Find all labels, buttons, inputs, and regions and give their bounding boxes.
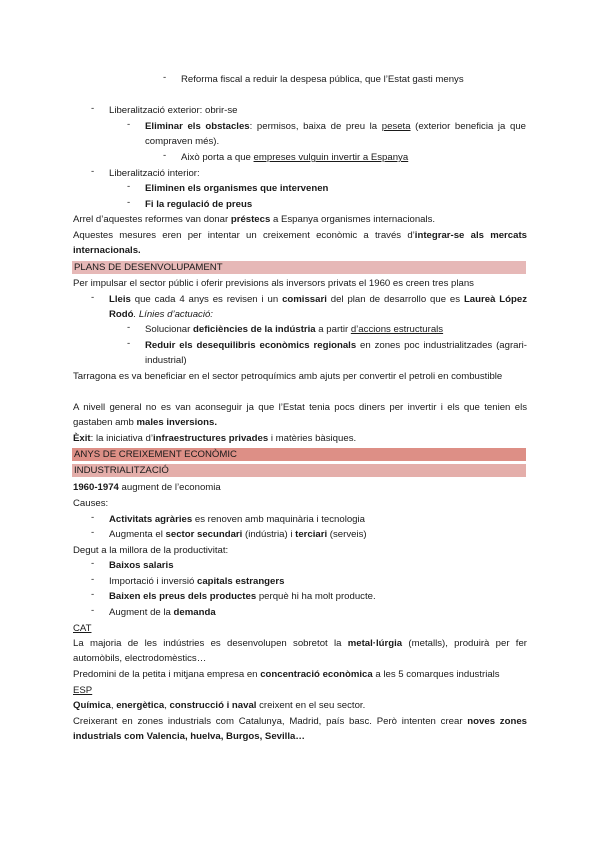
bullet-dash: -	[91, 558, 95, 569]
bullet-dash: -	[163, 72, 167, 83]
bullet-text: Fi la regulació de preus	[145, 199, 253, 210]
paragraph: Per impulsar el sector públic i oferir previsions als inversors privats el 1960 es creen tres plans	[73, 278, 474, 289]
bullet-dash: -	[127, 322, 131, 333]
paragraph: Degut a la millora de la productivitat:	[73, 545, 229, 556]
bullet-text: Això porta a que empreses vulguin invertir a Espanya	[181, 152, 409, 163]
bullet-text: Liberalització exterior: obrir-se	[109, 105, 238, 116]
paragraph: A nivell general no es van aconseguir ja que l’Estat tenia pocs diners per invertir i els que tenien els gastaben amb males inversions.	[73, 402, 527, 428]
section-heading: INDUSTRIALITZACIÓ	[72, 464, 526, 477]
bullet-text: Solucionar deficiències de la indústria a partir d’accions estructurals	[145, 324, 444, 335]
paragraph: Química, energètica, construcció i naval creixent en el seu sector.	[73, 700, 366, 711]
bullet-text: Reduir els desequilibris econòmics regionals en zones poc industrialitzades (agrari-industrial)	[145, 340, 527, 366]
paragraph: Èxit: la iniciativa d’infraestructures privades i matèries bàsiques.	[73, 433, 357, 444]
section-heading: PLANS DE DESENVOLUPAMENT	[72, 261, 526, 274]
bullet-dash: -	[91, 527, 95, 538]
paragraph: Arrel d’aquestes reformes van donar préstecs a Espanya organismes internacionals.	[73, 214, 436, 225]
paragraph: Causes:	[73, 498, 109, 509]
bullet-text: Augment de la demanda	[109, 607, 216, 618]
bullet-text: Importació i inversió capitals estrangers	[109, 576, 285, 587]
bullet-text: Eliminen els organismes que intervenen	[145, 183, 329, 194]
bullet-dash: -	[127, 197, 131, 208]
bullet-dash: -	[163, 150, 167, 161]
bullet-dash: -	[91, 589, 95, 600]
bullet-text: Activitats agràries es renoven amb maquinària i tecnologia	[109, 514, 365, 525]
bullet-dash: -	[91, 574, 95, 585]
bullet-text: Augmenta el sector secundari (indústria) i terciari (serveis)	[109, 529, 367, 540]
paragraph: Creixerant en zones industrials com Catalunya, Madrid, país basc. Però intenten crear noves zones industrials com Valencia, huelva, Burgos, Sevilla…	[73, 716, 527, 742]
bullet-dash: -	[127, 181, 131, 192]
bullet-dash: -	[127, 119, 131, 130]
bullet-text: Baixen els preus dels productes perquè hi ha molt producte.	[109, 591, 376, 602]
paragraph: Aquestes mesures eren per intentar un creixement econòmic a través d’integrar-se als mercats internacionals.	[73, 230, 527, 256]
subheading-esp: ESP	[73, 685, 93, 696]
bullet-dash: -	[91, 103, 95, 114]
bullet-text: Liberalització interior:	[109, 168, 200, 179]
section-heading: ANYS DE CREIXEMENT ECONÒMIC	[72, 448, 526, 461]
paragraph: La majoria de les indústries es desenvolupen sobretot la metal·lúrgia (metalls), produirà per fer automòbils, electrodomèstics…	[73, 638, 528, 664]
bullet-dash: -	[91, 292, 95, 303]
bullet-dash: -	[91, 605, 95, 616]
paragraph: Tarragona es va beneficiar en el sector petroquímics amb ajuts per convertir el petroli en combustible	[73, 371, 503, 382]
bullet-text: Eliminar els obstacles: permisos, baixa de preu la peseta (exterior beneficia ja que compraven més).	[145, 121, 526, 147]
paragraph: 1960-1974 augment de l’economia	[73, 482, 221, 493]
bullet-dash: -	[91, 512, 95, 523]
bullet-text: Baixos salaris	[109, 560, 174, 571]
bullet-text: Lleis que cada 4 anys es revisen i un comissari del plan de desarrollo que es Laureà López Rodó. Línies d’actuació:	[109, 294, 527, 320]
bullet-text: Reforma fiscal a reduir la despesa pública, que l’Estat gasti menys	[181, 74, 464, 85]
paragraph: Predomini de la petita i mitjana empresa en concentració econòmica a les 5 comarques industrials	[73, 669, 500, 680]
bullet-dash: -	[127, 338, 131, 349]
bullet-dash: -	[91, 166, 95, 177]
subheading-cat: CAT	[73, 623, 92, 634]
